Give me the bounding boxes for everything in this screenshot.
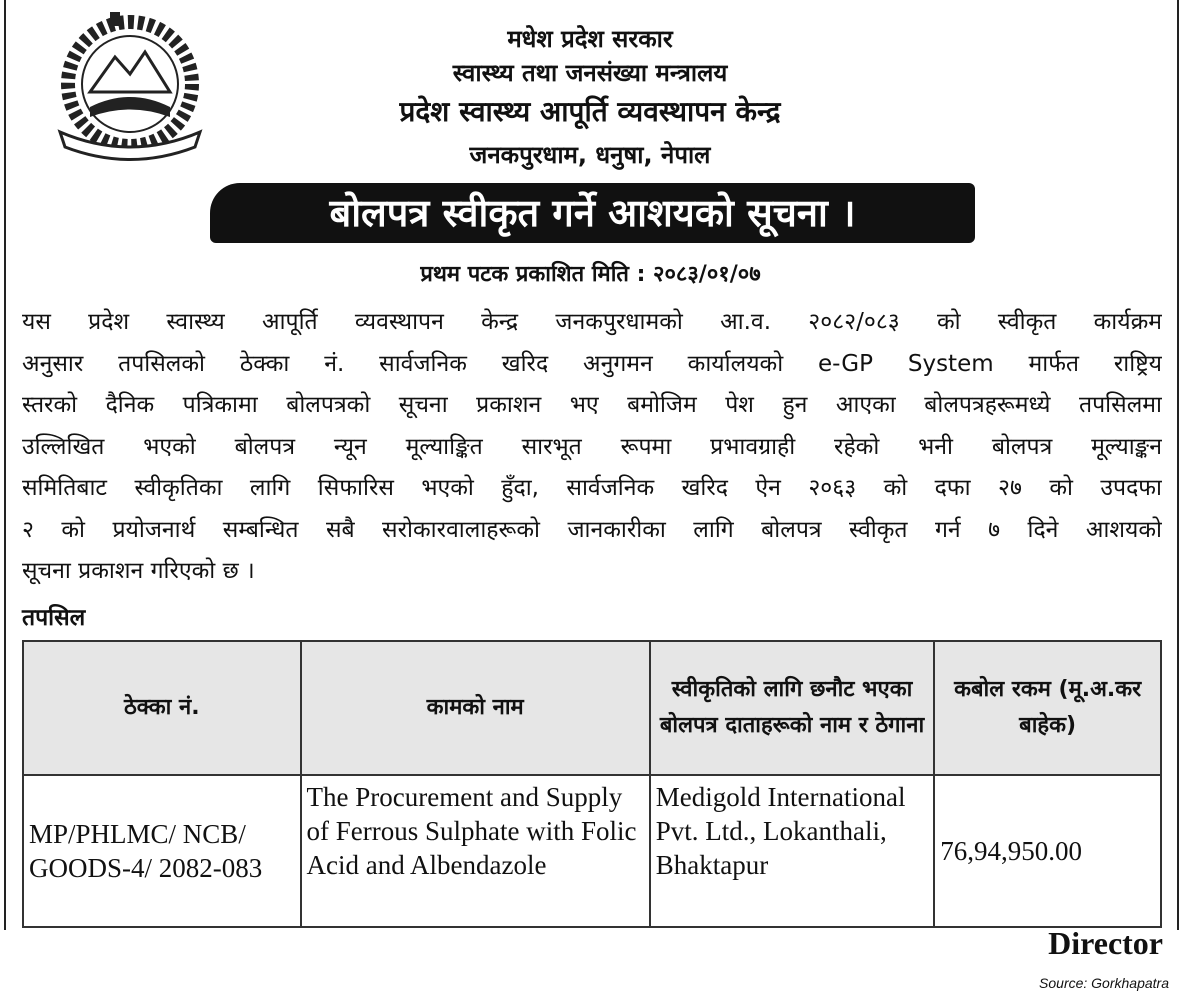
table-header-row bbox=[23, 641, 1161, 775]
header-work-name: कामको नाम bbox=[301, 641, 650, 775]
cell-amount: 76,94,950.00 bbox=[934, 775, 1161, 927]
body-line: यस प्रदेश स्वास्थ्य आपूर्ति व्यवस्थापन केन्द्र जनकपुरधामको आ.व. २०८२/०८३ को स्वीकृत कार्यक्रम bbox=[22, 309, 1162, 335]
nepal-emblem-icon bbox=[50, 12, 210, 167]
source-credit: Source: Gorkhapatra bbox=[1039, 975, 1169, 991]
body-line: स्तरको दैनिक पत्रिकामा बोलपत्रको सूचना प्रकाशन भए बमोजिम पेश हुन आएका बोलपत्रहरूमध्ये तपसिलमा bbox=[22, 392, 1162, 418]
notice-body bbox=[22, 302, 1162, 593]
notice-title: बोलपत्र स्वीकृत गर्ने आशयको सूचना । bbox=[210, 183, 975, 243]
header-contract-no: ठेक्का नं. bbox=[23, 641, 301, 775]
table-row bbox=[23, 775, 1161, 927]
signatory: Director bbox=[1048, 925, 1163, 961]
body-line: समितिबाट स्वीकृतिका लागि सिफारिस भएको हुँदा, सार्वजनिक खरिद ऐन २०६३ को दफा २७ को उपदफा bbox=[22, 475, 1162, 501]
body-line: सूचना प्रकाशन गरिएको छ । bbox=[22, 558, 255, 584]
govt-name: मधेश प्रदेश सरकार bbox=[507, 25, 673, 53]
header-bidder: स्वीकृतिको लागि छनौट भएका बोलपत्र दाताहरूको नाम र ठेगाना bbox=[650, 641, 934, 775]
office-name: प्रदेश स्वास्थ्य आपूर्ति व्यवस्थापन केन्द्र bbox=[399, 95, 781, 128]
schedule-heading: तपसिल bbox=[22, 605, 86, 631]
office-address: जनकपुरधाम, धनुषा, नेपाल bbox=[469, 141, 711, 169]
body-line: उल्लिखित भएको बोलपत्र न्यून मूल्याङ्कित सारभूत रूपमा प्रभावग्राही रहेको भनी बोलपत्र मूल्याङ्कन bbox=[22, 433, 1162, 460]
cell-bidder: Medigold International Pvt. Ltd., Lokanthali, Bhaktapur bbox=[650, 775, 934, 927]
header-amount: कबोल रकम (मू.अ.कर बाहेक) bbox=[934, 641, 1161, 775]
cell-contract-no: MP/PHLMC/ NCB/ GOODS-4/ 2082-083 bbox=[23, 775, 301, 927]
body-line: २ को प्रयोजनार्थ सम्बन्धित सबै सरोकारवालाहरूको जानकारीका लागि बोलपत्र स्वीकृत गर्न ७ दिने आशयको bbox=[22, 516, 1162, 543]
cell-work-name: The Procurement and Supply of Ferrous Sulphate with Folic Acid and Albendazole bbox=[301, 775, 650, 927]
award-table bbox=[22, 640, 1162, 928]
body-line: अनुसार तपसिलको ठेक्का नं. सार्वजनिक खरिद अनुगमन कार्यालयको e-GP System मार्फत राष्ट्रिय bbox=[22, 350, 1162, 377]
ministry-name: स्वास्थ्य तथा जनसंख्या मन्त्रालय bbox=[452, 59, 728, 87]
publish-date: प्रथम पटक प्रकाशित मिति : २०८३/०१/०७ bbox=[420, 262, 761, 287]
